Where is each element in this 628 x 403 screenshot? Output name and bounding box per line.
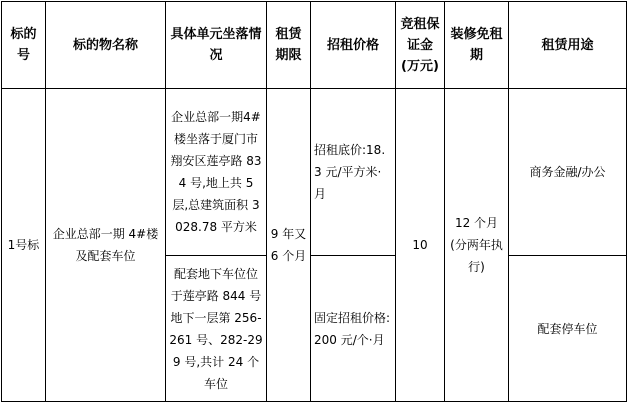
cell-lease-term: 9 年又 6 个月 — [267, 89, 311, 402]
cell-price-parking: 固定招租价格:200 元/个·月 — [311, 256, 396, 402]
header-lot-no: 标的号 — [2, 2, 46, 89]
header-location: 具体单元坐落情况 — [166, 2, 267, 89]
header-rent-free: 装修免租期 — [445, 2, 509, 89]
table-row — [2, 89, 627, 256]
cell-price-building: 招租底价:18.3 元/平方米·月 — [311, 89, 396, 256]
cell-lot-no: 1号标 — [2, 89, 46, 402]
lease-table — [1, 1, 627, 402]
header-usage: 租赁用途 — [509, 2, 627, 89]
cell-usage-building: 商务金融/办公 — [509, 89, 627, 256]
header-row — [2, 2, 627, 89]
cell-name: 企业总部一期 4#楼及配套车位 — [46, 89, 166, 402]
header-price: 招租价格 — [311, 2, 396, 89]
cell-rent-free: 12 个月(分两年执行) — [445, 89, 509, 402]
header-deposit: 竞租保证金(万元) — [396, 2, 445, 89]
cell-deposit: 10 — [396, 89, 445, 402]
cell-location-building: 企业总部一期4#楼坐落于厦门市翔安区莲亭路 834 号,地上共 5 层,总建筑面积 3028.78 平方米 — [166, 89, 267, 256]
cell-location-parking: 配套地下车位位于莲亭路 844 号地下一层第 256-261 号、282-299 号,共计 24 个车位 — [166, 256, 267, 402]
header-name: 标的物名称 — [46, 2, 166, 89]
header-lease-term: 租赁期限 — [267, 2, 311, 89]
cell-usage-parking: 配套停车位 — [509, 256, 627, 402]
